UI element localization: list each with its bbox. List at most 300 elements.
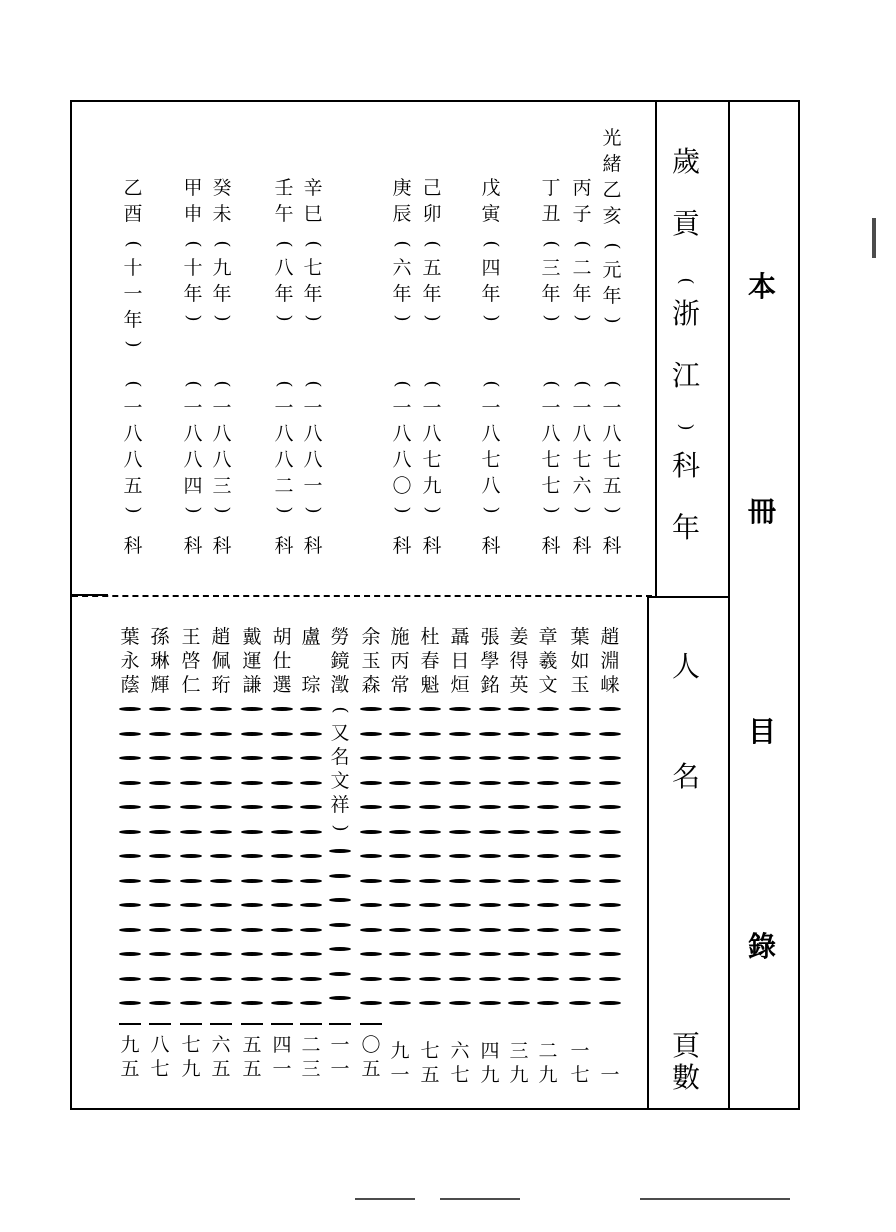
leader-dot [599,952,621,956]
leader-dot [329,972,351,976]
western-year [421,395,443,499]
header-char: 浙 [672,297,701,330]
leader-dot [419,707,441,711]
western-char: 八 [183,449,203,471]
close-paren: ) [422,314,443,322]
leader-dot [508,707,530,711]
page-number [419,1021,441,1087]
leader-dot [569,854,591,858]
era-char: 二 [572,257,592,279]
leader-dot [241,707,263,711]
page-char: 七 [450,1064,470,1086]
era-year [273,255,295,307]
leader-dot [360,830,382,834]
era-char: 年 [274,283,294,305]
page-char: 一 [600,1064,620,1086]
entry-name [271,625,293,697]
open-paren: ( [212,380,233,388]
leader-dot [360,928,382,932]
entry-name [479,625,501,697]
leader-dot [360,854,382,858]
open-paren: ( [183,380,204,388]
name-char: 運 [242,650,262,672]
leader-dot [569,805,591,809]
page-hundreds-mark [180,1023,202,1025]
leader-dot [537,756,559,760]
page-number [449,1021,471,1087]
leader-dot [360,732,382,736]
list-item[interactable] [119,625,141,1016]
era-char: 年 [422,283,442,305]
western-char: 八 [274,423,294,445]
name-char: 銘 [480,674,500,696]
close-paren: ) [123,340,144,348]
page-char: 一 [570,1040,590,1062]
era-char: 六 [392,257,412,279]
leader-dot [300,756,322,760]
close-paren: ) [481,314,502,322]
leader-dot [149,977,171,981]
western-year [391,395,413,499]
name-char: 孫 [150,626,170,648]
header-char: 江 [672,359,701,392]
list-item[interactable] [389,625,411,1016]
leader-dot [241,781,263,785]
leader-dot [300,977,322,981]
close-paren: ) [541,506,562,514]
open-paren: ( [274,380,295,388]
leader-dot [419,805,441,809]
name-char: 烜 [450,674,470,696]
western-year [182,395,204,499]
name-char: 森 [361,674,381,696]
leader-dot [210,854,232,858]
leader-dot [180,903,202,907]
leader-dot [119,1001,141,1005]
leader-dot [360,781,382,785]
leader-dot [389,805,411,809]
entry-name [300,625,322,697]
entry-name [419,625,441,697]
name-char: 聶 [450,626,470,648]
reign-char: 庚 [392,177,412,199]
leader-dot [389,756,411,760]
dot-leader [149,697,171,1016]
leader-dot [537,781,559,785]
page-number [329,1021,351,1081]
list-item[interactable] [180,625,202,1016]
divider-header-column-bottom [647,596,649,1110]
page-number [149,1021,171,1081]
name-char: 余 [361,626,381,648]
page-number [241,1021,263,1081]
open-paren: ( [123,240,144,248]
leader-dot [537,879,559,883]
leader-dot [569,781,591,785]
open-paren: ( [392,380,413,388]
entry-name [360,625,382,697]
page-hundreds-mark [360,1023,382,1025]
dot-leader [508,697,530,1016]
list-item[interactable] [419,625,441,1016]
leader-dot [180,707,202,711]
leader-dot [389,977,411,981]
entry-name [241,625,263,697]
leader-dot [360,707,382,711]
western-year [302,395,324,499]
leader-dot [537,707,559,711]
exam-suffix: 科 [422,535,442,557]
open-paren: ( [303,240,324,248]
leader-dot [360,903,382,907]
name-char: 鏡 [330,650,350,672]
leader-dot [537,977,559,981]
title-char: 目 [748,715,777,748]
close-paren: ) [274,506,295,514]
close-paren: ) [123,506,144,514]
list-item[interactable] [300,625,322,1016]
leader-dot [389,854,411,858]
leader-dot [537,952,559,956]
list-item[interactable] [508,625,530,1016]
leader-dot [149,854,171,858]
name-char [300,649,322,673]
leader-dot [419,756,441,760]
title-char: 錄 [748,930,777,963]
leader-dot [180,1001,202,1005]
name-char: 仕 [272,650,292,672]
reign-char: 寅 [481,203,501,225]
open-paren: ( [422,240,443,248]
name-char: 琳 [150,650,170,672]
leader-dot [180,732,202,736]
leader-dot [210,879,232,883]
leader-dot [241,805,263,809]
era-char: 年 [212,283,232,305]
leader-dot [271,879,293,883]
leader-dot [271,903,293,907]
leader-dot [210,903,232,907]
western-year-column [273,373,295,559]
leader-dot [241,1001,263,1005]
reign-char: 戊 [481,177,501,199]
leader-dot [300,830,322,834]
era-year [391,255,413,307]
leader-dot [449,928,471,932]
western-year-column [571,373,593,559]
western-year-column [540,373,562,559]
leader-dot [508,781,530,785]
open-paren: ( [602,242,623,250]
year-column [571,175,593,329]
leader-dot [119,952,141,956]
page-char: 二 [538,1040,558,1062]
header-divider [647,596,729,598]
leader-dot [180,805,202,809]
name-char: 永 [120,650,140,672]
leader-dot [389,1001,411,1005]
leader-dot [449,732,471,736]
dot-leader [389,697,411,1016]
page-number [479,1021,501,1087]
page-char: 二 [301,1034,321,1056]
leader-dot [271,854,293,858]
page-char: 六 [450,1040,470,1062]
western-char: 七 [481,449,501,471]
western-char: 八 [541,423,561,445]
era-char: 十 [123,257,143,279]
western-char: 七 [602,449,622,471]
leader-dot [180,952,202,956]
list-item[interactable] [210,625,232,1016]
reign-char: 申 [183,203,203,225]
page-char: 四 [480,1040,500,1062]
reign-char: 酉 [123,203,143,225]
leader-dot [508,1001,530,1005]
western-year-column [421,373,443,559]
era-year [571,255,593,307]
leader-dot [537,928,559,932]
era-year [540,255,562,307]
leader-dot [389,903,411,907]
leader-dot [419,830,441,834]
leader-dot [449,977,471,981]
leader-dot [329,849,351,853]
entry-name [508,625,530,697]
open-paren: ( [481,380,502,388]
leader-dot [241,903,263,907]
western-char: 一 [481,397,501,419]
list-item[interactable] [241,625,263,1016]
leader-dot [479,879,501,883]
leader-dot [119,781,141,785]
page-char: 九 [509,1064,529,1086]
list-item[interactable] [271,625,293,1016]
reign-char: 癸 [212,177,232,199]
page-char: 一 [390,1064,410,1086]
western-char: 六 [572,475,592,497]
header-char: 名 [672,760,701,793]
page-char: 七 [181,1034,201,1056]
list-item[interactable] [569,625,591,1016]
name-char: 學 [480,650,500,672]
leader-dot [210,952,232,956]
scan-artifact [640,1198,790,1200]
page-hundreds-mark [300,1023,322,1025]
close-paren: ) [422,506,443,514]
leader-dot [210,805,232,809]
era-char: 年 [392,283,412,305]
leader-dot [241,952,263,956]
page-char: 七 [570,1064,590,1086]
close-paren: ) [602,506,623,514]
era-char: 十 [183,257,203,279]
close-paren: ) [392,506,413,514]
header-char: ) [676,423,697,431]
name-char: 輝 [150,674,170,696]
reign-char: 卯 [422,203,442,225]
leader-dot [508,732,530,736]
western-char: 一 [303,397,323,419]
era-char: 年 [303,283,323,305]
page-number [569,1021,591,1087]
dot-leader [300,697,322,1016]
leader-dot [599,879,621,883]
entry-name [599,625,621,697]
dot-leader [180,697,202,1016]
western-char: 二 [274,475,294,497]
leader-dot [479,805,501,809]
year-column [122,175,144,355]
leader-dot [508,903,530,907]
page-number [599,1021,621,1087]
western-char: 八 [392,449,412,471]
leader-dot [210,928,232,932]
name-char: 如 [570,650,590,672]
header-char: 數 [672,1061,701,1094]
close-paren: ) [183,506,204,514]
close-paren: ) [602,316,623,324]
western-char: 八 [392,423,412,445]
list-item[interactable] [449,625,471,1016]
western-char: 八 [274,449,294,471]
dot-leader [271,697,293,1016]
leader-dot [271,805,293,809]
header-char: 人 [672,650,701,683]
western-char: 八 [422,423,442,445]
leader-dot [119,879,141,883]
list-item[interactable] [479,625,501,1016]
page-char: 五 [420,1064,440,1086]
leader-dot [508,805,530,809]
leader-dot [599,830,621,834]
page-char: 五 [361,1058,381,1080]
reign-char: 午 [274,203,294,225]
western-char: 八 [212,423,232,445]
leader-dot [537,903,559,907]
western-char: 八 [303,423,323,445]
reign-char: 辰 [392,203,412,225]
leader-dot [599,756,621,760]
page-char: 九 [538,1064,558,1086]
leader-dot [271,1001,293,1005]
alias-char: 又 [330,722,350,744]
header-page-label [672,1030,700,1094]
western-year [273,395,295,499]
name-char: 常 [390,674,410,696]
leader-dot [241,928,263,932]
leader-dot [449,707,471,711]
list-item[interactable] [329,625,351,1011]
era-year [480,255,502,307]
name-char: 勞 [330,626,350,648]
leader-dot [241,756,263,760]
western-char: 四 [183,475,203,497]
list-item[interactable] [599,625,621,1016]
leader-dot [300,854,322,858]
open-paren: ( [541,240,562,248]
name-char: 玉 [361,650,381,672]
leader-dot [508,756,530,760]
leader-dot [271,830,293,834]
open-paren: ( [303,380,324,388]
leader-dot [449,756,471,760]
list-item[interactable] [149,625,171,1016]
leader-dot [569,928,591,932]
leader-dot [508,952,530,956]
exam-suffix: 科 [183,535,203,557]
leader-dot [449,952,471,956]
leader-dot [569,903,591,907]
leader-dot [479,1001,501,1005]
leader-dot [241,732,263,736]
leader-dot [271,977,293,981]
year-column [211,175,233,329]
western-year-column [601,373,623,559]
leader-dot [479,781,501,785]
exam-suffix: 科 [123,535,143,557]
open-paren: ( [274,240,295,248]
close-paren: ) [183,314,204,322]
close-paren: ) [274,314,295,322]
leader-dot [599,928,621,932]
leader-dot [149,781,171,785]
close-paren: ) [330,824,351,832]
page-char: 五 [242,1058,262,1080]
western-char: 七 [572,449,592,471]
open-paren: ( [392,240,413,248]
leader-dot [119,977,141,981]
dot-leader [329,839,351,1011]
leader-dot [389,707,411,711]
name-char: 趙 [211,626,231,648]
era-char: 七 [303,257,323,279]
leader-dot [479,928,501,932]
leader-dot [479,756,501,760]
leader-dot [537,854,559,858]
western-year [211,395,233,499]
year-column [480,175,502,329]
name-char: 葉 [570,626,590,648]
list-item[interactable] [360,625,382,1016]
leader-dot [271,928,293,932]
leader-dot [210,830,232,834]
western-char: 八 [212,449,232,471]
leader-dot [449,830,471,834]
page-char: 九 [390,1040,410,1062]
leader-dot [599,732,621,736]
leader-dot [180,756,202,760]
open-paren: ( [212,240,233,248]
western-char: 〇 [392,475,412,497]
exam-suffix: 科 [541,535,561,557]
close-paren: ) [212,314,233,322]
leader-dot [300,928,322,932]
header-char: ( [676,277,697,285]
entry-name [569,625,591,697]
western-year-column [211,373,233,559]
page-char: 三 [301,1058,321,1080]
entry-name [210,625,232,697]
page-hundreds-mark [329,1023,351,1025]
leader-dot [508,854,530,858]
western-char: 七 [422,449,442,471]
entry-name [119,625,141,697]
leader-dot [241,879,263,883]
era-char: 年 [602,285,622,307]
list-item[interactable] [537,625,559,1016]
year-column [421,175,443,329]
